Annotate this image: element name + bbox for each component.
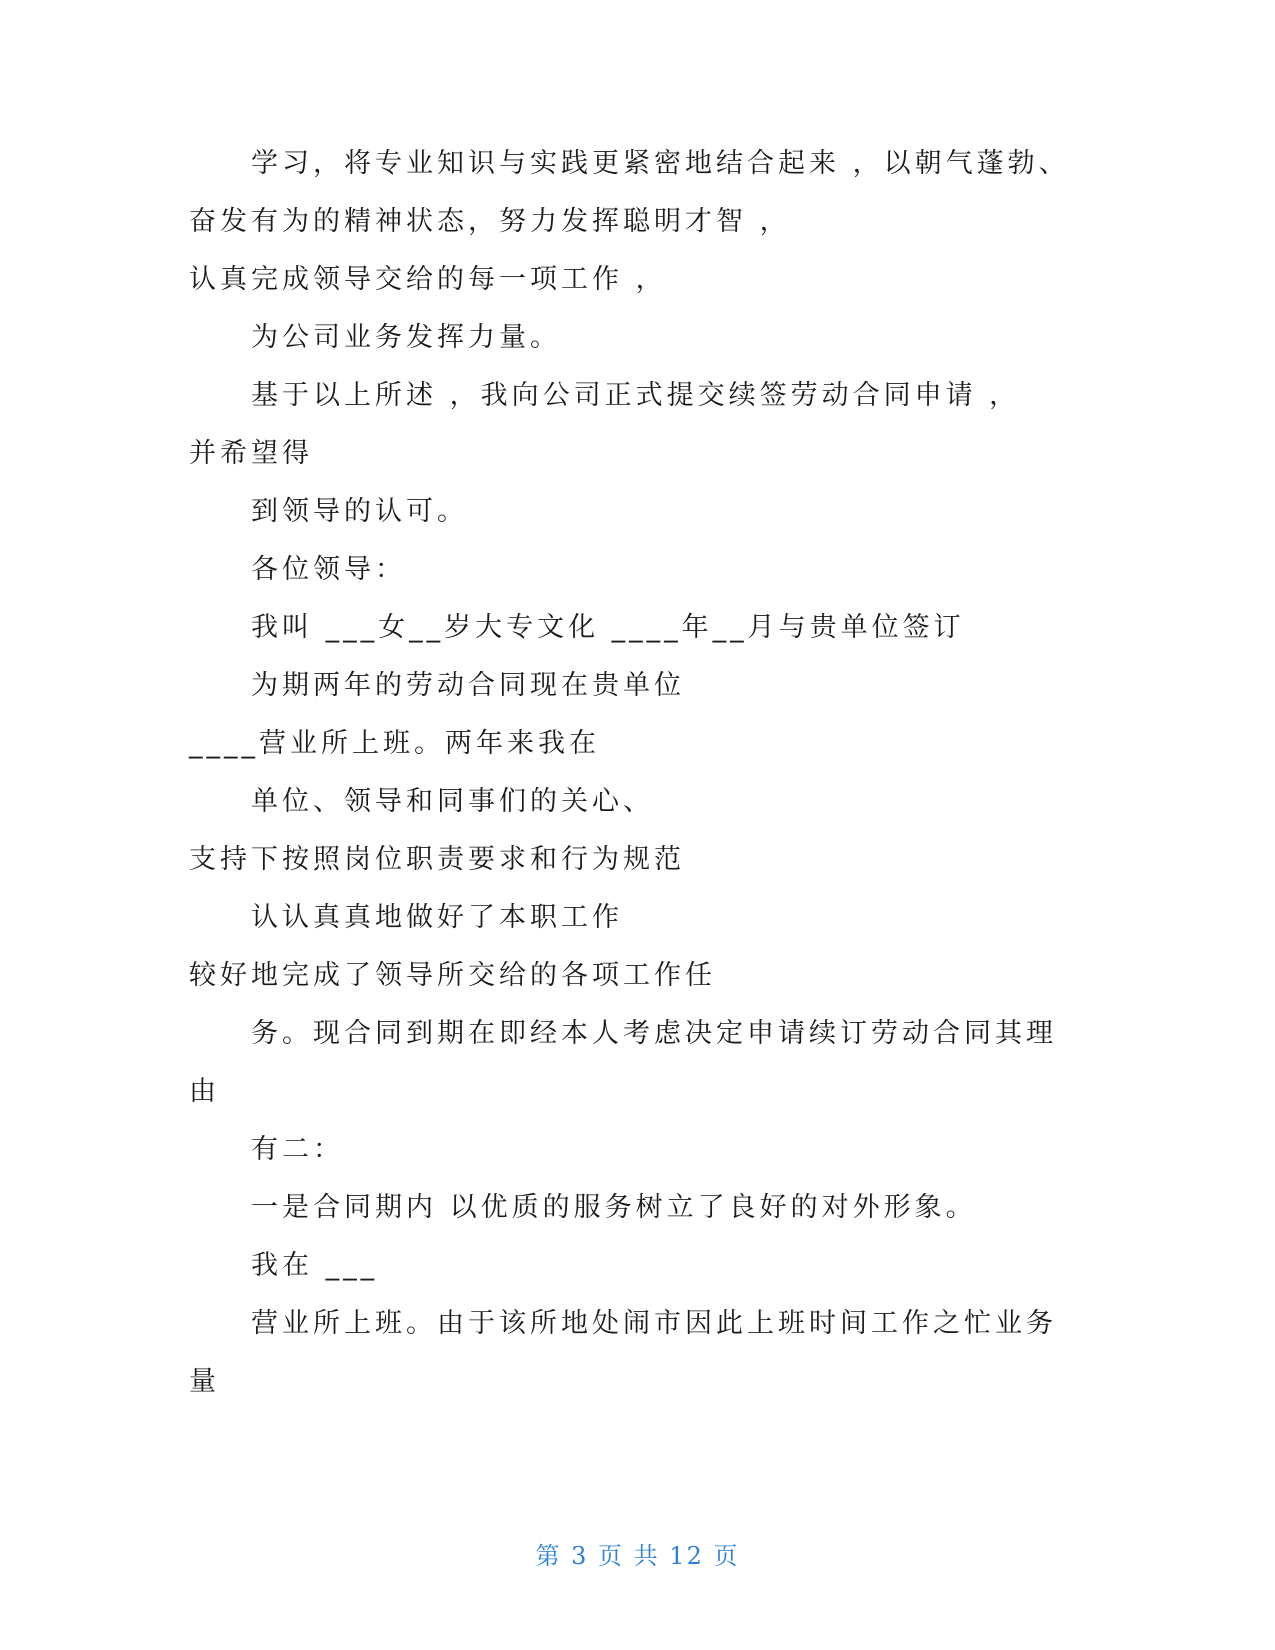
text-line-2: 奋发有为的精神状态，努力发挥聪明才智 ， bbox=[189, 206, 791, 237]
text-line-1: 学习，将专业知识与实践更紧密地结合起来 ，以朝气蓬勃、 bbox=[251, 148, 1070, 179]
text-line-7: 到领导的认可。 bbox=[251, 496, 468, 527]
text-line-9: 我叫 ___女__岁大专文化 ____年__月与贵单位签订 bbox=[251, 612, 965, 643]
text-line-21: 营业所上班。由于该所地处闹市因此上班时间工作之忙业务 bbox=[251, 1308, 1057, 1339]
text-line-20: 我在 ___ bbox=[251, 1250, 379, 1281]
text-line-22: 量 bbox=[189, 1366, 220, 1397]
text-line-11: ____营业所上班。两年来我在 bbox=[189, 728, 600, 759]
text-line-4: 为公司业务发挥力量。 bbox=[251, 322, 561, 353]
text-line-12: 单位、领导和同事们的关心、 bbox=[251, 786, 654, 817]
text-line-17: 由 bbox=[189, 1076, 220, 1107]
text-line-13: 支持下按照岗位职责要求和行为规范 bbox=[189, 844, 685, 875]
text-line-6: 并希望得 bbox=[189, 438, 313, 469]
text-line-19: 一是合同期内 以优质的服务树立了良好的对外形象。 bbox=[251, 1192, 977, 1223]
text-line-3: 认真完成领导交给的每一项工作 ， bbox=[189, 264, 667, 295]
text-line-15: 较好地完成了领导所交给的各项工作任 bbox=[189, 960, 716, 991]
text-line-16: 务。现合同到期在即经本人考虑决定申请续订劳动合同其理 bbox=[251, 1018, 1057, 1049]
text-line-5: 基于以上所述 ，我向公司正式提交续签劳动合同申请 ， bbox=[251, 380, 1021, 411]
page-number-footer: 第 3 页 共 12 页 bbox=[535, 1542, 740, 1570]
text-line-14: 认认真真地做好了本职工作 bbox=[251, 902, 623, 933]
text-line-18: 有二： bbox=[251, 1134, 344, 1165]
text-line-8: 各位领导： bbox=[251, 554, 406, 585]
text-line-10: 为期两年的劳动合同现在贵单位 bbox=[251, 670, 685, 701]
